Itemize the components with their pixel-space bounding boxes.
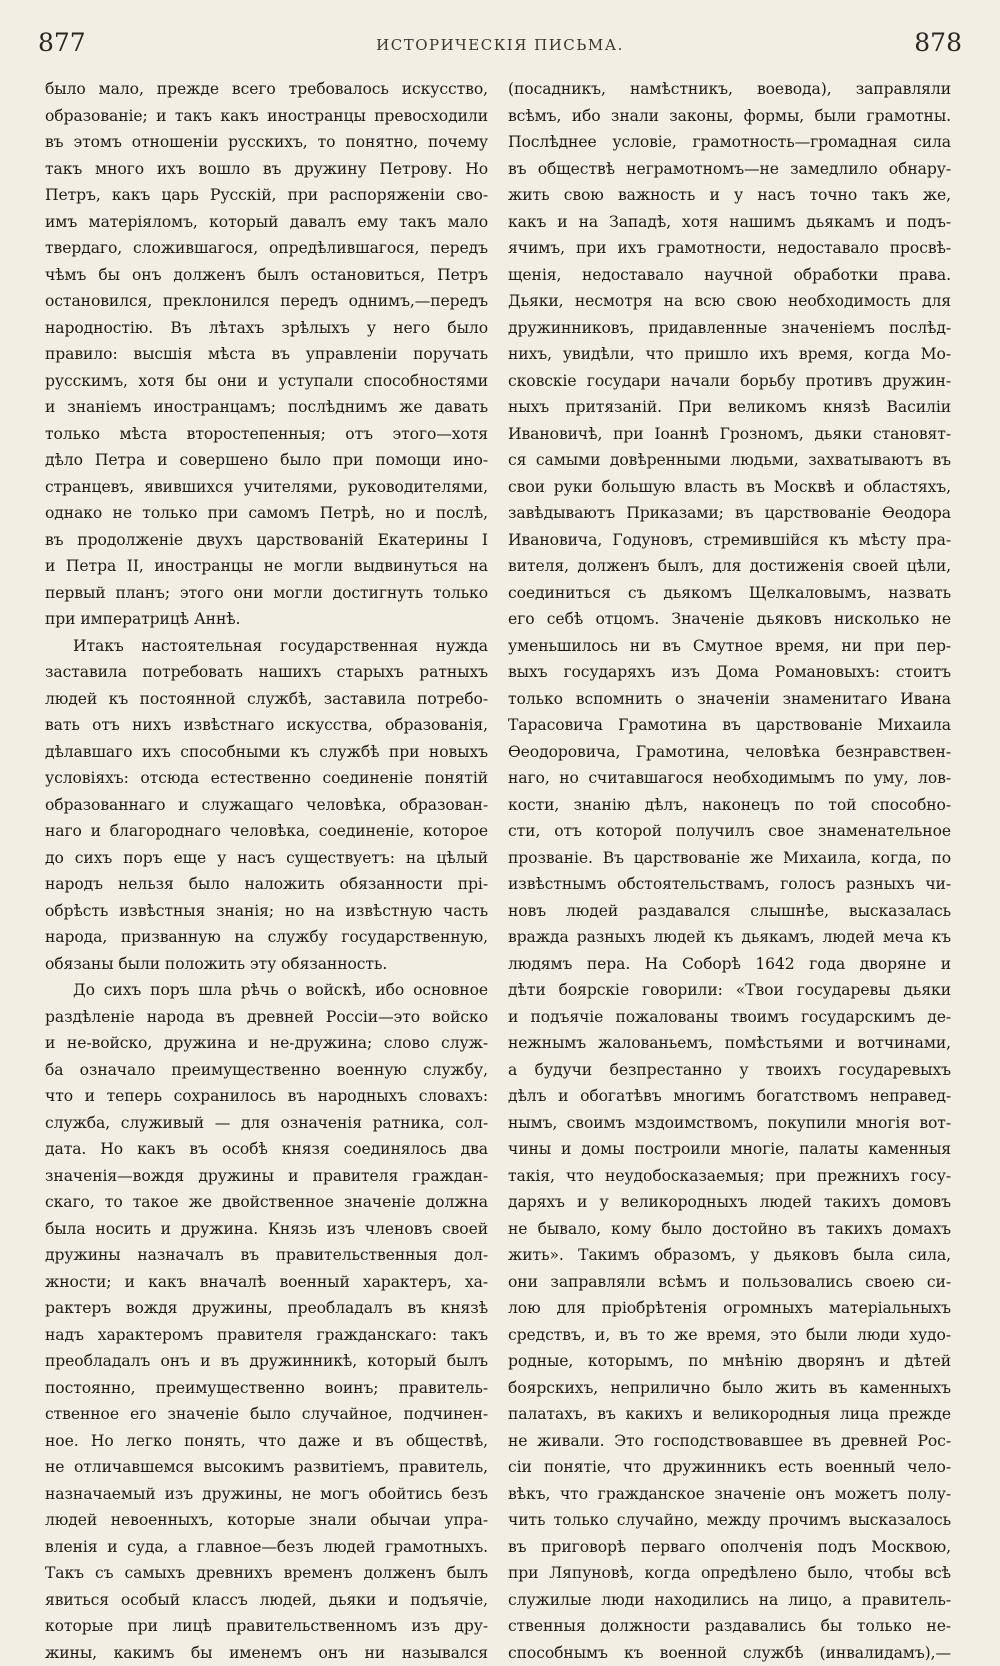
text-line: родные, которымъ, по мнѣнію дворянъ и дѣтей [508,1348,951,1375]
text-line: а будучи безпрестанно у твоихъ государевыхъ [508,1057,951,1084]
text-line: скаго, то такое же двойственное значеніе должна [45,1189,488,1216]
text-line: чины и домы построили многіе, палаты каменныя [508,1136,951,1163]
text-line: жности; и какъ вначалѣ военный характеръ, ха- [45,1269,488,1296]
text-line: кости, знанію дѣлъ, наконецъ по той способно- [508,792,951,819]
text-line: дата. Но какъ въ особѣ князя соединялось два [45,1136,488,1163]
text-line: дѣти боярскіе говорили: «Твои государевы дьяки [508,977,951,1004]
text-line: Ивановича, Годуновъ, стремившійся къ мѣсту пра- [508,527,951,554]
text-line: и Петра II, иностранцы не могли выдвинуться на [45,553,488,580]
text-line: чить только случайно, между прочимъ высказалось [508,1507,951,1534]
text-line: и подъячіе пожалованы твоимъ государскимъ де- [508,1004,951,1031]
text-line: служилые люди находились на лицо, а правитель- [508,1587,951,1614]
text-line: Тарасовича Грамотина въ царствованіе Михаила [508,712,951,739]
text-line: народностію. Въ лѣтахъ зрѣлыхъ у него было [45,315,488,342]
text-line: и не-войско, дружина и не-дружина; слово служ- [45,1030,488,1057]
text-line: явиться особый классъ людей, дьяки и подъячіе, [45,1587,488,1614]
text-line: палатахъ, въ какихъ и великородныя лица прежде [508,1401,951,1428]
text-line: въ приговорѣ перваго ополченія подъ Москвою, [508,1534,951,1561]
text-line: Петръ, какъ царь Русскій, при распоряженіи сво- [45,182,488,209]
text-line: обязаны были положить эту обязанность. [45,951,488,978]
page-header [38,28,962,68]
text-line: завѣдываютъ Приказами; въ царствованіе Ѳеодора [508,500,951,527]
text-line: они заправляли всѣмъ и пользовались своею си- [508,1269,951,1296]
text-line: сковскіе государи начали борьбу противъ дружин- [508,368,951,395]
text-line: первый планъ; этого они могли достигнуть только [45,580,488,607]
text-line: вражда разныхъ людей къ дьякамъ, людей меча къ [508,924,951,951]
text-line: дружинниковъ, придавленные значеніемъ послѣд- [508,315,951,342]
text-line: вленія и суда, а главное—безъ людей грамотныхъ. [45,1534,488,1561]
text-line: условіяхъ: отсюда естественно соединеніе понятій [45,765,488,792]
text-line: что и теперь сохранилось въ народныхъ словахъ: [45,1083,488,1110]
left-page-number: 877 [38,28,86,57]
text-line: сти, отъ которой получилъ свое знаменательное [508,818,951,845]
text-line: и знаніемъ иностранцамъ; послѣднимъ же давать [45,394,488,421]
text-line: заставила потребовать нашихъ старыхъ ратныхъ [45,659,488,686]
text-line: остановился, преклонился передъ однимъ,—передъ [45,288,488,315]
text-line: твердаго, сложившагося, опредѣлившагося, передъ [45,235,488,262]
text-line: Такъ съ самыхъ древнихъ временъ долженъ былъ [45,1560,488,1587]
text-line: ственныя должности раздавались бы только не- [508,1613,951,1640]
text-line: въ этомъ отношеніи русскихъ, то понятно, почему [45,129,488,156]
running-title: ИСТОРИЧЕСКІЯ ПИСЬМА. [38,36,962,54]
text-line: ячимъ, при ихъ грамотности, недоставало просвѣ- [508,235,951,262]
text-line: ся самыми довѣренными людьми, захватываютъ въ [508,447,951,474]
text-line: образованіе; и такъ какъ иностранцы превосходили [45,103,488,130]
text-line: дружины назначалъ въ правительственныя дол- [45,1242,488,1269]
text-line: щенія, недоставало научной обработки права. [508,262,951,289]
text-line: дѣлъ и обогатѣвъ многимъ богатствомъ неправед- [508,1083,951,1110]
text-line: вѣкъ, что гражданское значеніе онъ можетъ полу- [508,1481,951,1508]
text-line: служба, служивый — для означенія ратника, сол- [45,1110,488,1137]
text-line: въ обществѣ неграмотномъ—не замедлило обнару- [508,156,951,183]
text-line: чѣмъ бы онъ долженъ былъ остановиться, Петръ [45,262,488,289]
text-line: людямъ пера. На Соборѣ 1642 года дворяне и [508,951,951,978]
text-line: не живали. Это господствовавшее въ древней Рос- [508,1428,951,1455]
text-line: ба означало преимущественно военную службу, [45,1057,488,1084]
text-line: преобладалъ онъ и въ дружинникѣ, который былъ [45,1348,488,1375]
text-line: Дьяки, несмотря на всю свою необходимость для [508,288,951,315]
text-line: наго, но считавшагося необходимымъ по уму, лов- [508,765,951,792]
right-text-column [508,76,951,1666]
text-line: нежнымъ жалованьемъ, помѣстьями и вотчинами, [508,1030,951,1057]
text-line: странцевъ, явившихся учителями, руководителями, [45,474,488,501]
text-line: уменьшилось ни въ Смутное время, ни при пер- [508,633,951,660]
text-line: жить». Такимъ образомъ, у дьяковъ была сила, [508,1242,951,1269]
text-line: нымъ, своимъ мздоимствомъ, покупили многія вот- [508,1110,951,1137]
text-line: дѣло Петра и совершено было при помощи ино- [45,447,488,474]
text-line: соединиться съ дьякомъ Щелкаловымъ, назвать [508,580,951,607]
text-line: жить свою важность и у насъ точно такъ же, [508,182,951,209]
text-line: людей невоенныхъ, которые знали обычаи упра- [45,1507,488,1534]
text-line: такъ много ихъ вошло въ дружину Петрову. Но [45,156,488,183]
text-line: народъ нельзя было наложить обязанности прі- [45,871,488,898]
text-line: ныхъ притязаній. При великомъ князѣ Василіи [508,394,951,421]
text-line: жины, какимъ бы именемъ онъ ни назывался [45,1640,488,1666]
right-page-number: 878 [914,28,962,57]
text-line: боярскихъ, неприлично было жить въ каменныхъ [508,1375,951,1402]
text-line: выхъ государяхъ изъ Дома Романовыхъ: стоитъ [508,659,951,686]
text-line: вать отъ нихъ извѣстнаго искусства, образованія, [45,712,488,739]
text-line: образованнаго и служащаго человѣка, образован- [45,792,488,819]
text-line: правило: высшія мѣста въ управленіи поручать [45,341,488,368]
text-line: была носить и дружина. Князь изъ членовъ своей [45,1216,488,1243]
text-line: нихъ, увидѣли, что пришло ихъ время, когда Мо- [508,341,951,368]
text-line: лою для пріобрѣтенія огромныхъ матеріальныхъ [508,1295,951,1322]
text-line: (посадникъ, намѣстникъ, воевода), заправляли [508,76,951,103]
text-line: значенія—вождя дружины и правителя граждан- [45,1163,488,1190]
text-line: какъ и на Западѣ, хотя нашимъ дьякамъ и подъ- [508,209,951,236]
text-line: было мало, прежде всего требовалось искусство, [45,76,488,103]
text-line: рактеръ вождя дружины, преобладалъ въ князѣ [45,1295,488,1322]
text-line: свои руки большую власть въ Москвѣ и областяхъ, [508,474,951,501]
text-line: дѣлавшаго ихъ способными къ службѣ при новыхъ [45,739,488,766]
text-line: не бывало, кому было достойно въ такихъ домахъ [508,1216,951,1243]
text-line: ное. Но легко понять, что даже и въ обществѣ, [45,1428,488,1455]
text-line: сіи понятіе, что дружинникъ есть военный чело- [508,1454,951,1481]
text-line: надъ характеромъ правителя гражданскаго: такъ [45,1322,488,1349]
text-line: при императрицѣ Аннѣ. [45,606,488,633]
text-line: не отличавшемся высокимъ развитіемъ, правитель, [45,1454,488,1481]
text-line: только вспомнить о значеніи знаменитаго Ивана [508,686,951,713]
text-line: Итакъ настоятельная государственная нужда [45,633,488,660]
text-line: при Ляпуновѣ, когда опредѣлено было, чтобы всѣ [508,1560,951,1587]
text-line: русскимъ, хотя бы они и уступали способностями [45,368,488,395]
text-line: однако не только при самомъ Петрѣ, но и послѣ, [45,500,488,527]
text-line: въ продолженіе двухъ царствованій Екатерины I [45,527,488,554]
text-line: людей къ постоянной службѣ, заставила потребо- [45,686,488,713]
text-line: извѣстнымъ обстоятельствамъ, голосъ разныхъ чи- [508,871,951,898]
text-line: Ѳеодоровича, Грамотина, человѣка безнравствен- [508,739,951,766]
text-line: ственное его значеніе было случайное, подчинен- [45,1401,488,1428]
left-text-column [45,76,488,1666]
text-line: даряхъ и у великородныхъ людей такихъ домовъ [508,1189,951,1216]
text-line: Ивановичѣ, при Іоаннѣ Грозномъ, дьяки становят- [508,421,951,448]
text-line: вителя, долженъ былъ, для достиженія своей цѣли, [508,553,951,580]
text-line: наго и благороднаго человѣка, соединеніе, которое [45,818,488,845]
text-line: постоянно, преимущественно воинъ; правитель- [45,1375,488,1402]
text-line: народа, призванную на службу государственную, [45,924,488,951]
text-line: способнымъ къ военной службѣ (инвалидамъ),— [508,1640,951,1666]
text-line: Послѣднее условіе, грамотность—громадная сила [508,129,951,156]
text-line: такія, что неудобосказаемыя; при прежнихъ госу- [508,1163,951,1190]
text-line: новъ людей раздавался слышнѣе, высказалась [508,898,951,925]
text-line: прозваніе. Въ царствованіе же Михаила, когда, по [508,845,951,872]
text-line: имъ матеріяломъ, который давалъ ему такъ мало [45,209,488,236]
text-line: его себѣ отцомъ. Значеніе дьяковъ нисколько не [508,606,951,633]
text-line: только мѣста второстепенныя; отъ этого—хотя [45,421,488,448]
text-line: средствъ, и, въ то же время, это были люди худо- [508,1322,951,1349]
text-line: которые при лицѣ правительственномъ изъ дру- [45,1613,488,1640]
text-line: назначаемый изъ дружины, не могъ обойтись безъ [45,1481,488,1508]
text-line: обрѣсть извѣстныя знанія; но на извѣстную часть [45,898,488,925]
text-line: До сихъ поръ шла рѣчь о войскѣ, ибо основное [45,977,488,1004]
text-line: до сихъ поръ еще у насъ существуетъ: на цѣлый [45,845,488,872]
text-line: всѣмъ, ибо знали законы, формы, были грамотны. [508,103,951,130]
text-line: раздѣленіе народа въ древней Россіи—это войско [45,1004,488,1031]
